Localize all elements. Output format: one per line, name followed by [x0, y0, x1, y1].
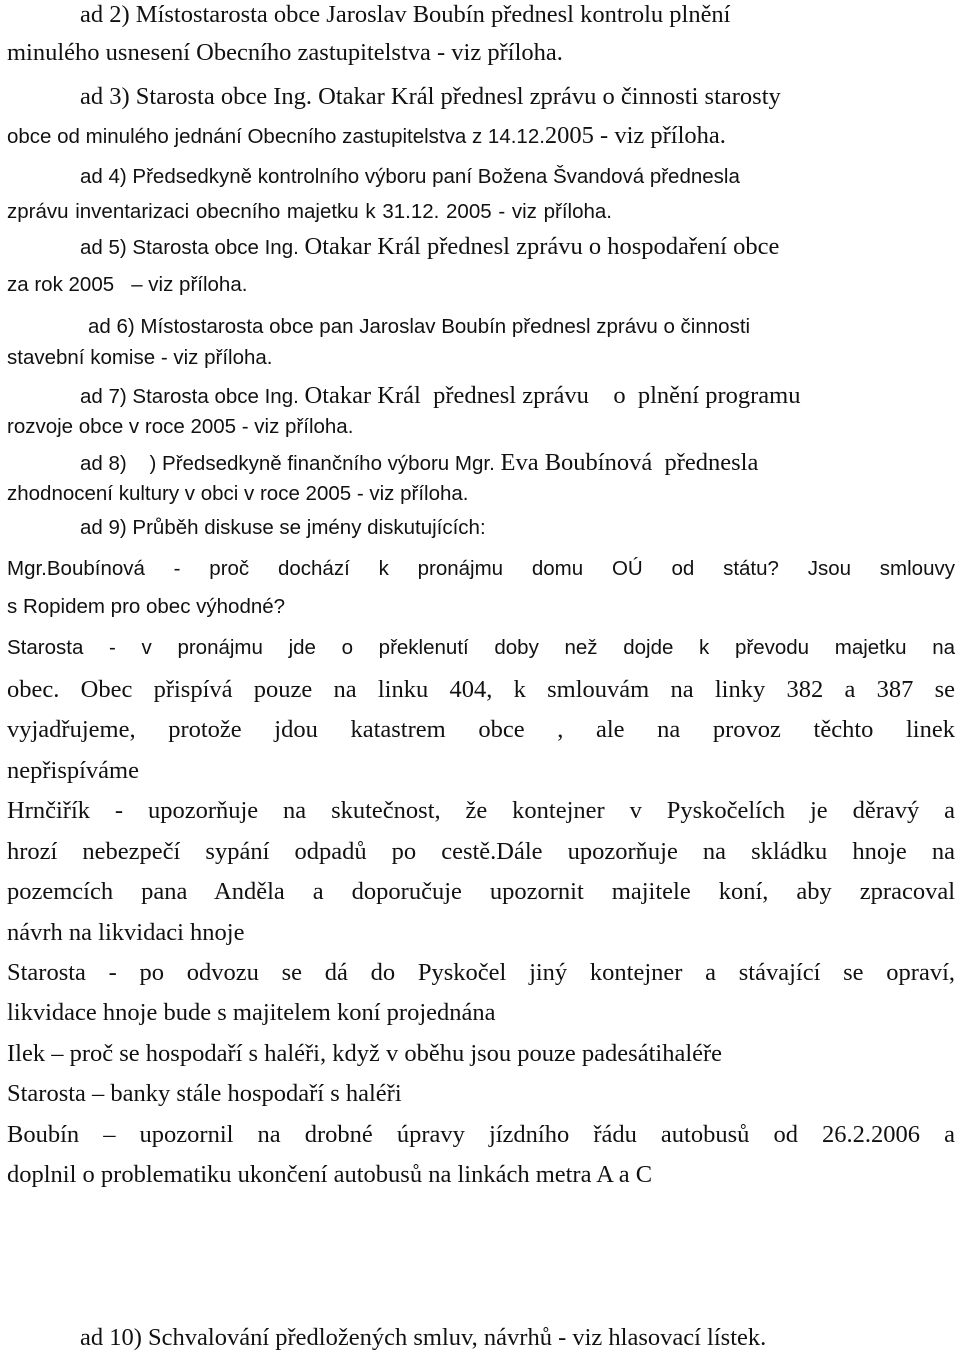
item-ad7-line1 — [80, 384, 800, 409]
item-ad5-line1 — [80, 235, 779, 260]
discussion-line: návrh na likvidaci hnoje — [7, 919, 245, 946]
discussion-line: nepřispíváme — [7, 757, 139, 784]
discussion-line: doplnil o problematiku ukončení autobusů na linkách metra A a C — [7, 1161, 653, 1188]
discussion-line: Hrnčiřík - upozorňuje na skutečnost, že kontejner v Pyskočelích je děravý a — [7, 797, 955, 824]
discussion-line: s Ropidem pro obec výhodné? — [7, 595, 286, 618]
discussion-line: Starosta - po odvozu se dá do Pyskočel jiný kontejner a stávající se opraví, — [7, 959, 955, 986]
item-ad5-line2: za rok 2005 – viz příloha. — [7, 273, 248, 296]
item-ad7-line1a: ad 7) Starosta obce Ing. — [80, 385, 299, 408]
item-ad3-line2a: obce od minulého jednání Obecního zastupitelstva z 14.12. — [7, 125, 545, 148]
item-ad8-line2: zhodnocení kultury v obci v roce 2005 - viz příloha. — [7, 482, 469, 505]
discussion-line: obec. Obec přispívá pouze na linku 404, k smlouvám na linky 382 a 387 se — [7, 676, 955, 703]
item-ad3-line2 — [7, 124, 726, 149]
discussion-line: hrozí nebezpečí sypání odpadů po cestě.Dále upozorňuje na skládku hnoje na — [7, 838, 955, 865]
item-ad8-line1b: Eva Boubínová přednesla — [500, 449, 759, 476]
item-ad3-line1: ad 3) Starosta obce Ing. Otakar Král přednesl zprávu o činnosti starosty — [80, 83, 781, 110]
item-ad8-line1a: ad 8) ) Předsedkyně finančního výboru Mgr. — [80, 452, 495, 475]
discussion-line: vyjadřujeme, protože jdou katastrem obce , ale na provoz těchto linek — [7, 716, 955, 743]
item-ad10-line1: ad 10) Schvalování předložených smluv, návrhů - viz hlasovací lístek. — [80, 1324, 767, 1351]
item-ad5-line1b: Otakar Král přednesl zprávu o hospodaření obce — [304, 233, 780, 260]
discussion-line: pozemcích pana Anděla a doporučuje upozornit majitele koní, aby zpracoval — [7, 878, 955, 905]
item-ad9-line1: ad 9) Průběh diskuse se jmény diskutujících: — [80, 516, 486, 539]
discussion-line: Boubín – upozornil na drobné úpravy jízdního řádu autobusů od 26.2.2006 a — [7, 1121, 955, 1148]
discussion-line: Mgr.Boubínová - proč dochází k pronájmu domu OÚ od státu? Jsou smlouvy — [7, 557, 955, 580]
item-ad8-line1 — [80, 451, 758, 476]
item-ad6-line2: stavební komise - viz příloha. — [7, 346, 273, 369]
discussion-line: Starosta - v pronájmu jde o překlenutí doby než dojde k převodu majetku na — [7, 636, 955, 659]
item-ad4-line2: zprávu inventarizaci obecního majetku k 31.12. 2005 - viz příloha. — [7, 200, 612, 223]
item-ad5-line1a: ad 5) Starosta obce Ing. — [80, 236, 299, 259]
item-ad2-line1: ad 2) Místostarosta obce Jaroslav Boubín přednesl kontrolu plnění — [80, 1, 731, 28]
item-ad6-line1: ad 6) Místostarosta obce pan Jaroslav Boubín přednesl zprávu o činnosti — [88, 315, 751, 338]
item-ad2-line2: minulého usnesení Obecního zastupitelstva - viz příloha. — [7, 39, 563, 66]
item-ad3-line2b: 2005 - viz příloha. — [544, 122, 726, 149]
discussion-line: likvidace hnoje bude s majitelem koní projednána — [7, 999, 496, 1026]
discussion-line: Ilek – proč se hospodaří s haléři, když v oběhu jsou pouze padesátihaléře — [7, 1040, 723, 1067]
discussion-line: Starosta – banky stále hospodaří s haléři — [7, 1080, 402, 1107]
item-ad7-line2: rozvoje obce v roce 2005 - viz příloha. — [7, 415, 354, 438]
item-ad7-line1b: Otakar Král přednesl zprávu o plnění programu — [304, 382, 801, 409]
item-ad4-line1: ad 4) Předsedkyně kontrolního výboru paní Božena Švandová přednesla — [80, 165, 740, 188]
